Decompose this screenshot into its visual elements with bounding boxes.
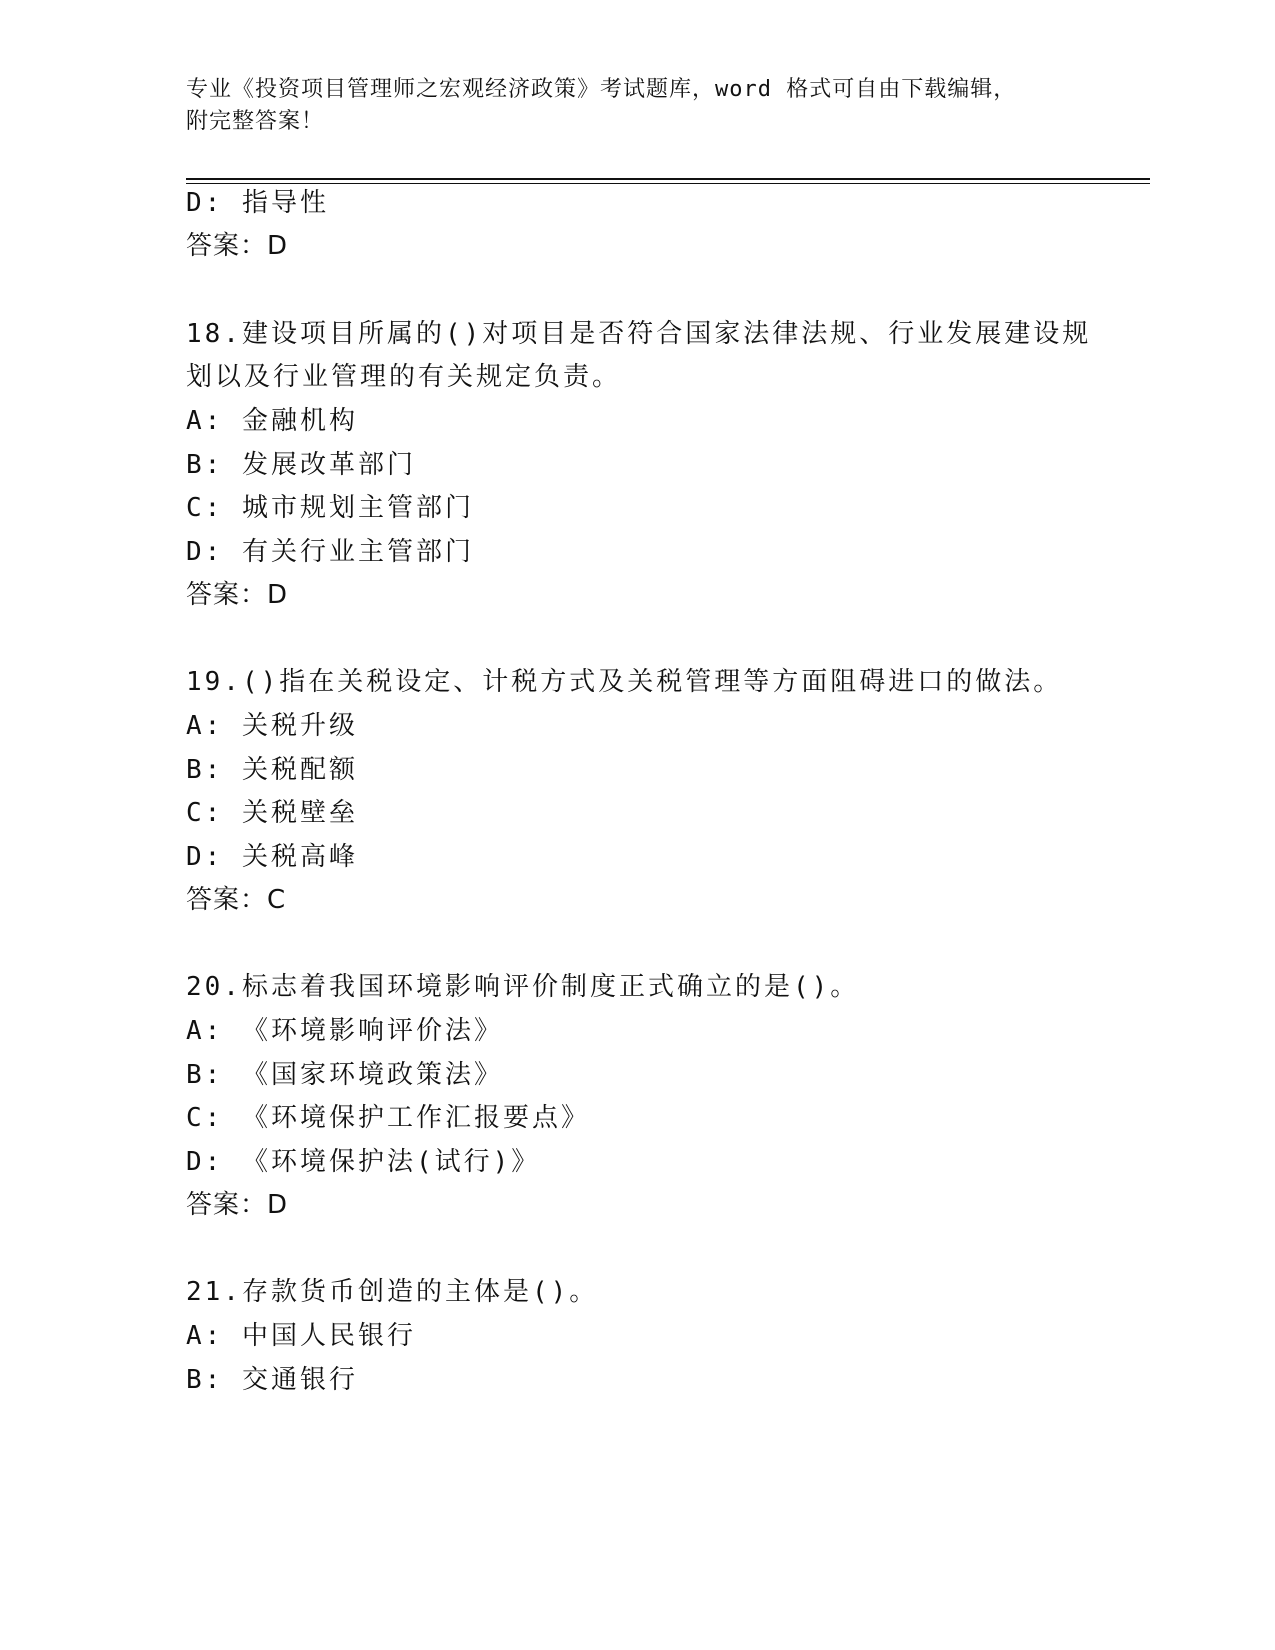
q18-answer: 答案：D: [186, 580, 289, 610]
document-header: [186, 74, 1086, 138]
header-divider-thin: [186, 183, 1150, 184]
q20-stem-line-1: 20.标志着我国环境影响评价制度正式确立的是()。: [186, 972, 860, 1002]
q18-stem-line-1: 18.建设项目所属的()对项目是否符合国家法律法规、行业发展建设规: [186, 319, 1092, 349]
q20-option-d: D: 《环境保护法(试行)》: [186, 1147, 541, 1177]
q18-option-d: D: 有关行业主管部门: [186, 537, 474, 567]
q18-option-c: C: 城市规划主管部门: [186, 493, 474, 523]
header-divider-thick: [186, 178, 1150, 180]
q21-option-a: A: 中国人民银行: [186, 1321, 416, 1351]
q18-option-a: A: 金融机构: [186, 406, 358, 436]
q18-stem-line-2: 划以及行业管理的有关规定负责。: [186, 362, 622, 392]
q21-stem-line-1: 21.存款货币创造的主体是()。: [186, 1277, 599, 1307]
q19-option-c: C: 关税壁垒: [186, 798, 358, 828]
header-line-2: 附完整答案！: [186, 109, 325, 134]
q20-option-a: A: 《环境影响评价法》: [186, 1016, 503, 1046]
q20-option-c: C: 《环境保护工作汇报要点》: [186, 1103, 590, 1133]
q18-option-b: B: 发展改革部门: [186, 450, 416, 480]
q19-option-b: B: 关税配额: [186, 755, 358, 785]
q21-option-b: B: 交通银行: [186, 1365, 358, 1395]
q20-answer: 答案：D: [186, 1190, 289, 1220]
q19-option-a: A: 关税升级: [186, 711, 358, 741]
header-line-1: 专业《投资项目管理师之宏观经济政策》考试题库，word 格式可自由下载编辑，: [186, 77, 1017, 102]
prev-option-d: D: 指导性: [186, 188, 329, 218]
prev-answer: 答案：D: [186, 231, 289, 261]
q19-stem-line-1: 19.()指在关税设定、计税方式及关税管理等方面阻碍进口的做法。: [186, 667, 1063, 697]
q19-answer: 答案：C: [186, 885, 287, 915]
q19-option-d: D: 关税高峰: [186, 842, 358, 872]
q20-option-b: B: 《国家环境政策法》: [186, 1060, 503, 1090]
